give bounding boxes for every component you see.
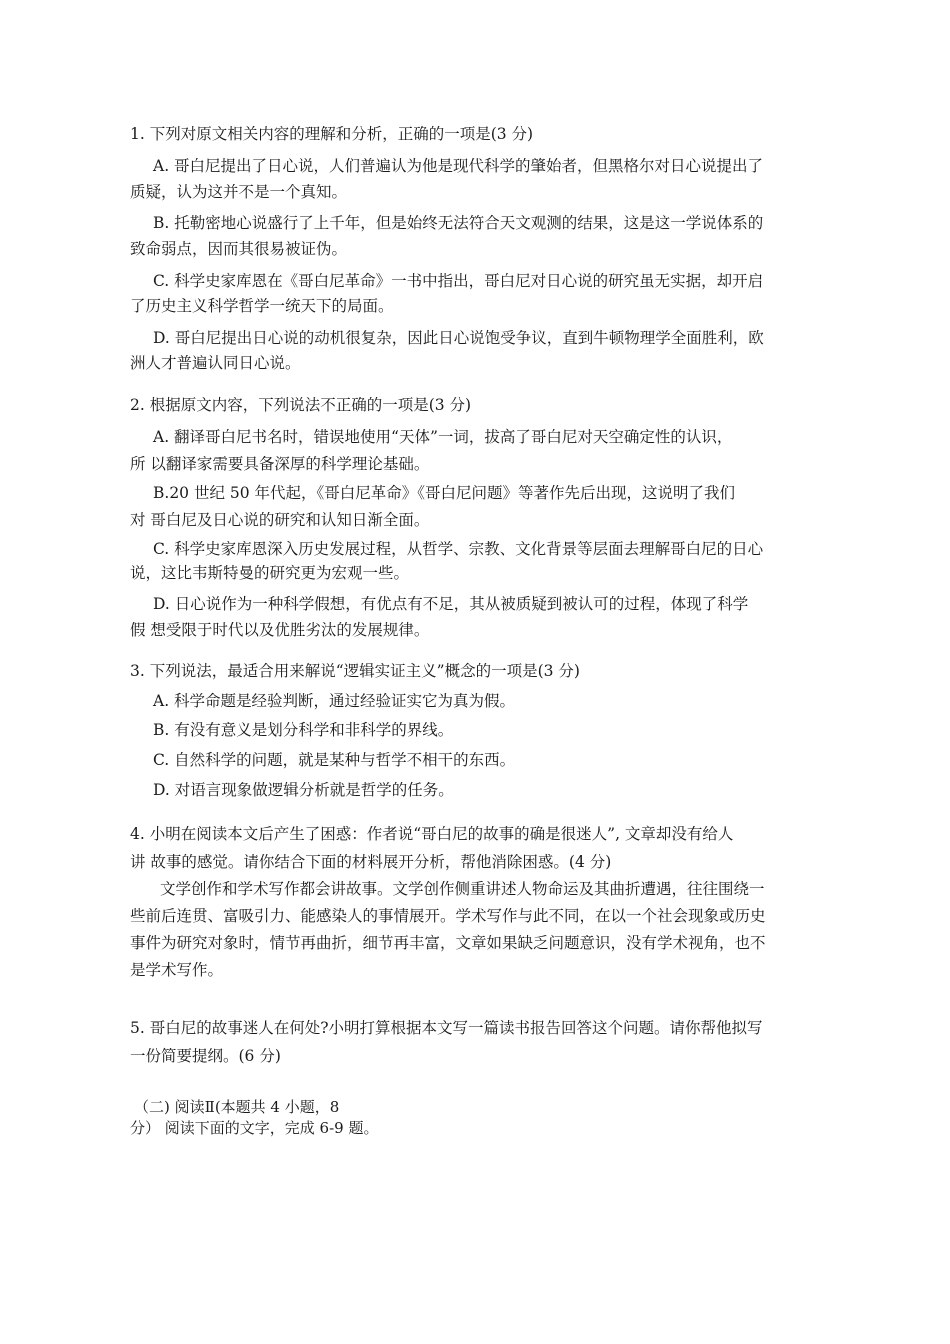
q2-stem: 2. 根据原文内容，下列说法不正确的一项是(3 分) — [130, 396, 472, 414]
q2-option-c-cont: 说，这比韦斯特曼的研究更为宏观一些。 — [130, 564, 410, 582]
q4-material-line-2: 些前后连贯、富吸引力、能感染人的事情展开。学术写作与此不同，在以一个社会现象或历史 — [130, 907, 766, 925]
q1-option-d: D. 哥白尼提出日心说的动机很复杂，因此日心说饱受争议，直到牛顿物理学全面胜利，欧 — [153, 329, 764, 347]
q4-material-line-1: 文学创作和学术写作都会讲故事。文学创作侧重讲述人物命运及其曲折遭遇，往往围绕一 — [160, 880, 765, 898]
q2-option-c: C. 科学史家库恩深入历史发展过程，从哲学、宗教、文化背景等层面去理解哥白尼的日心 — [153, 540, 764, 558]
q3-option-d: D. 对语言现象做逻辑分析就是哲学的任务。 — [153, 781, 454, 799]
q1-option-b: B. 托勒密地心说盛行了上千年，但是始终无法符合天文观测的结果，这是这一学说体系的 — [153, 214, 764, 232]
q2-option-a: A. 翻译哥白尼书名时，错误地使用“天体”一词，拔高了哥白尼对天空确定性的认识， — [153, 428, 733, 446]
q3-option-a: A. 科学命题是经验判断，通过经验证实它为真为假。 — [153, 692, 516, 710]
section-2-instruction: 分） 阅读下面的文字，完成 6-9 题。 — [130, 1119, 379, 1137]
q1-option-a-cont: 质疑，认为这并不是一个真知。 — [130, 183, 348, 201]
q4-material-line-3: 事件为研究对象时，情节再曲折，细节再丰富，文章如果缺乏问题意识，没有学术视角，也不 — [130, 934, 766, 952]
q3-option-c: C. 自然科学的问题，就是某种与哲学不相干的东西。 — [153, 751, 516, 769]
q1-stem: 1. 下列对原文相关内容的理解和分析，正确的一项是(3 分) — [130, 125, 534, 143]
q2-option-a-cont: 所 以翻译家需要具备深厚的科学理论基础。 — [130, 455, 430, 473]
q1-option-c: C. 科学史家库恩在《哥白尼革命》一书中指出，哥白尼对日心说的研究虽无实据，却开启 — [153, 272, 764, 290]
q4-stem-cont: 讲 故事的感觉。请你结合下面的材料展开分析，帮他消除困惑。(4 分) — [130, 853, 612, 871]
q2-option-b: B.20 世纪 50 年代起，《哥白尼革命》《哥白尼问题》等著作先后出现，这说明了我们 — [153, 484, 736, 502]
q3-stem: 3. 下列说法，最适合用来解说“逻辑实证主义”概念的一项是(3 分) — [130, 662, 580, 680]
q4-material-line-4: 是学术写作。 — [130, 961, 224, 979]
q1-option-a: A. 哥白尼提出了日心说，人们普遍认为他是现代科学的肇始者，但黑格尔对日心说提出了 — [153, 157, 764, 175]
q2-option-d: D. 日心说作为一种科学假想，有优点有不足，其从被质疑到被认可的过程，体现了科学 — [153, 595, 749, 613]
q2-option-d-cont: 假 想受限于时代以及优胜劣汰的发展规律。 — [130, 621, 430, 639]
q1-option-b-cont: 致命弱点，因而其很易被证伪。 — [130, 240, 348, 258]
q1-option-d-cont: 洲人才普遍认同日心说。 — [130, 354, 301, 372]
q5-stem: 5. 哥白尼的故事迷人在何处?小明打算根据本文写一篇读书报告回答这个问题。请你帮他拟写 — [130, 1019, 763, 1037]
q1-option-c-cont: 了历史主义科学哲学一统天下的局面。 — [130, 297, 394, 315]
q3-option-b: B. 有没有意义是划分科学和非科学的界线。 — [153, 721, 454, 739]
q2-option-b-cont: 对 哥白尼及日心说的研究和认知日渐全面。 — [130, 511, 430, 529]
section-2-heading: （二) 阅读Ⅱ(本题共 4 小题，8 — [134, 1098, 340, 1116]
q5-stem-cont: 一份简要提纲。(6 分) — [130, 1047, 281, 1065]
q4-stem: 4. 小明在阅读本文后产生了困惑：作者说“哥白尼的故事的确是很迷人”, 文章却没有给人 — [130, 825, 734, 843]
